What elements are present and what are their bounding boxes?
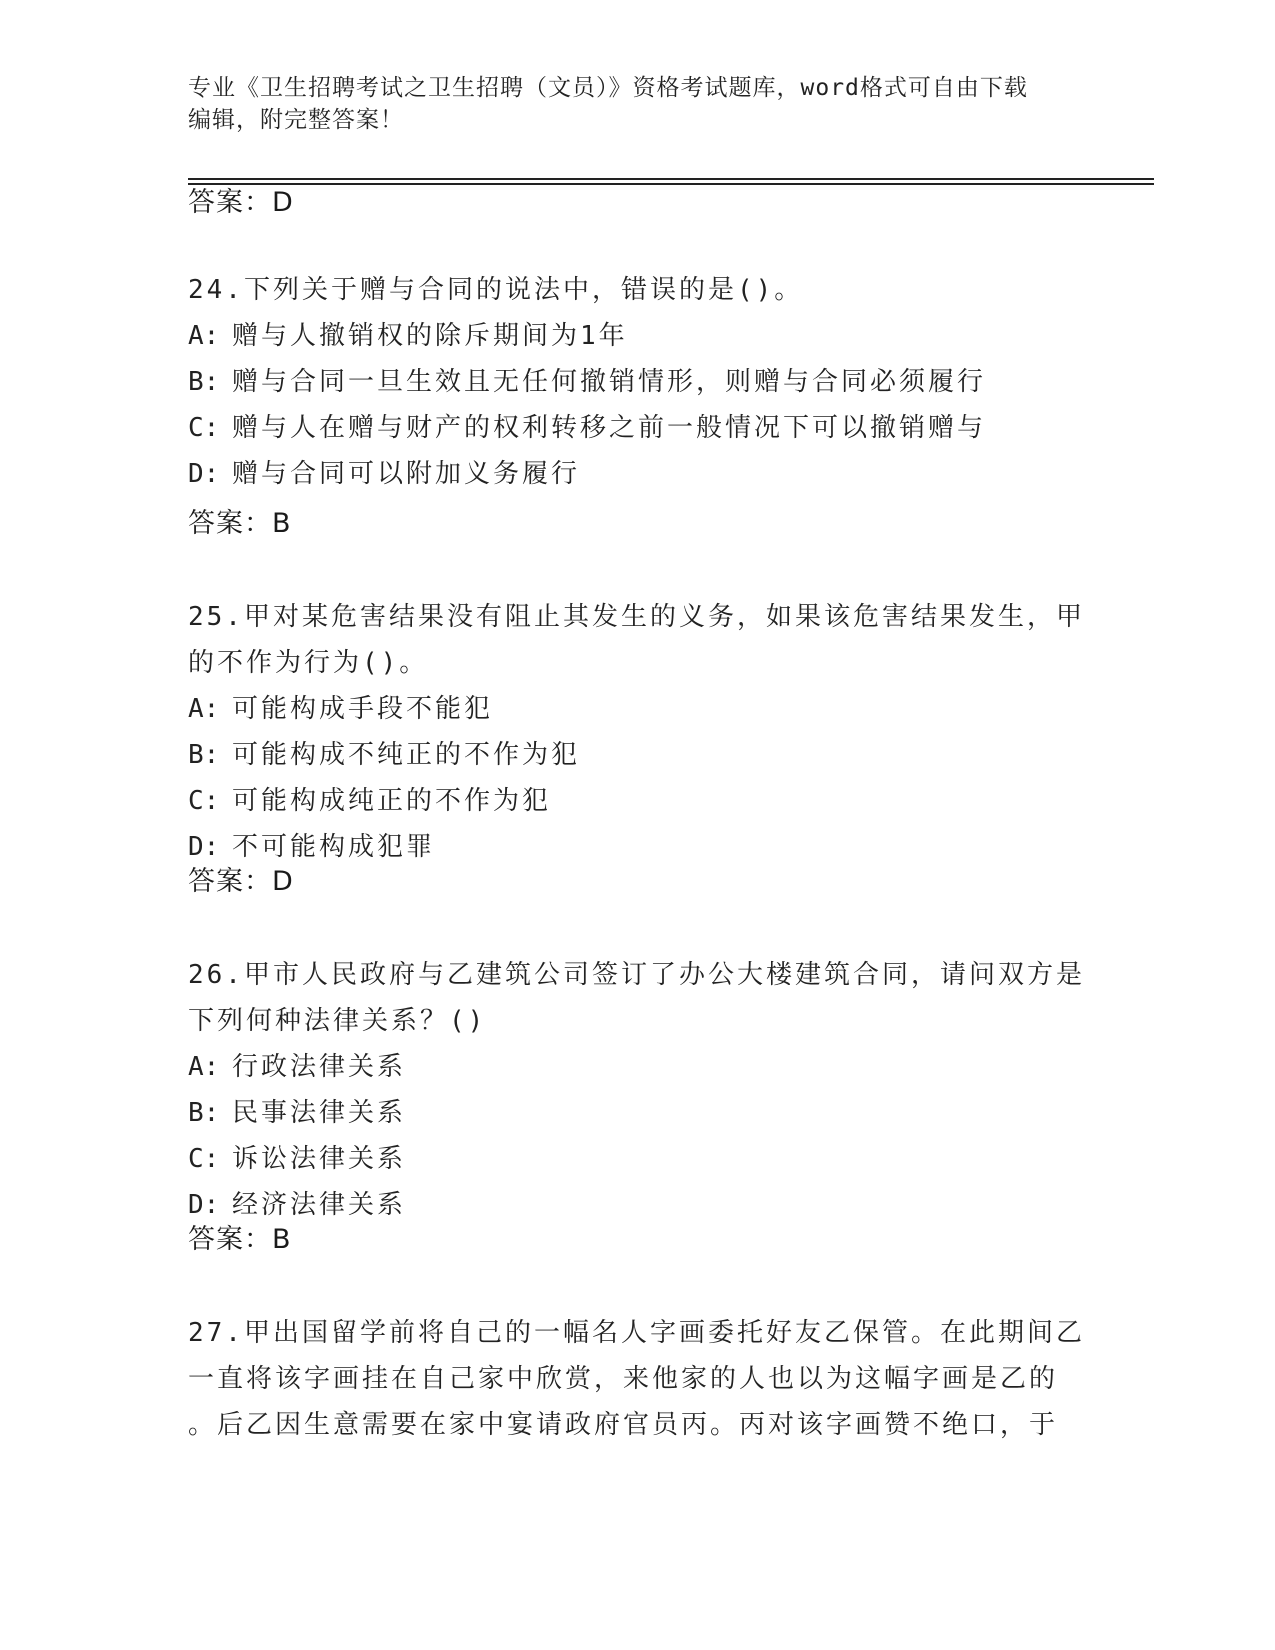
option-text: 诉讼法律关系 (232, 1144, 407, 1174)
option-text: 可能构成手段不能犯 (232, 694, 494, 724)
option-b (188, 1090, 1088, 1136)
question-text: 26.甲市人民政府与乙建筑公司签订了办公大楼建筑合同，请问双方是 (188, 960, 1085, 990)
option-c (188, 778, 1088, 824)
header-line-1: 专业《卫生招聘考试之卫生招聘（文员）》资格考试题库，word格式可自由下载 (188, 75, 1028, 101)
header-line-2: 编辑，附完整答案！ (188, 107, 404, 133)
question-text: 的不作为行为()。 (188, 648, 429, 678)
option-a (188, 686, 1088, 732)
answer-line: 答案：B (188, 1224, 292, 1255)
option-text: 赠与人撤销权的除斥期间为1年 (232, 321, 628, 351)
question-27 (188, 1310, 1088, 1448)
option-text: 民事法律关系 (232, 1098, 407, 1128)
option-text: 可能构成纯正的不作为犯 (232, 786, 552, 816)
option-text: 赠与人在赠与财产的权利转移之前一般情况下可以撤销赠与 (232, 413, 987, 443)
option-text: 行政法律关系 (232, 1052, 407, 1082)
question-text: 一直将该字画挂在自己家中欣赏，来他家的人也以为这幅字画是乙的 (188, 1364, 1059, 1394)
option-a (188, 1044, 1088, 1090)
option-label: A: (188, 694, 220, 724)
option-d (188, 1182, 1088, 1228)
document-header (188, 72, 1068, 136)
question-25 (188, 594, 1088, 870)
question-text: 24.下列关于赠与合同的说法中，错误的是()。 (188, 275, 804, 305)
option-label: A: (188, 1052, 220, 1082)
option-label: A: (188, 321, 220, 351)
question-text: 27.甲出国留学前将自己的一幅名人字画委托好友乙保管。在此期间乙 (188, 1318, 1085, 1348)
option-d (188, 824, 1088, 870)
question-text: 下列何种法律关系？() (188, 1006, 487, 1036)
option-b (188, 732, 1088, 778)
answer-line: 答案：D (188, 866, 294, 897)
question-24 (188, 267, 1088, 497)
option-d (188, 451, 1088, 497)
option-label: D: (188, 832, 220, 862)
option-a (188, 313, 1088, 359)
option-label: B: (188, 740, 220, 770)
question-26 (188, 952, 1088, 1228)
option-b (188, 359, 1088, 405)
option-text: 不可能构成犯罪 (232, 832, 436, 862)
answer-line: 答案：B (188, 508, 292, 539)
header-divider-bottom (188, 183, 1154, 185)
option-text: 赠与合同可以附加义务履行 (232, 459, 581, 489)
header-divider-top (188, 178, 1154, 180)
question-text: 25.甲对某危害结果没有阻止其发生的义务，如果该危害结果发生，甲 (188, 602, 1085, 632)
option-label: D: (188, 1190, 220, 1220)
option-c (188, 1136, 1088, 1182)
option-text: 经济法律关系 (232, 1190, 407, 1220)
option-label: C: (188, 786, 220, 816)
option-label: C: (188, 413, 220, 443)
option-label: B: (188, 367, 220, 397)
option-c (188, 405, 1088, 451)
question-text: 。后乙因生意需要在家中宴请政府官员丙。丙对该字画赞不绝口，于 (188, 1410, 1059, 1440)
option-label: C: (188, 1144, 220, 1174)
option-text: 赠与合同一旦生效且无任何撤销情形，则赠与合同必须履行 (232, 367, 987, 397)
option-text: 可能构成不纯正的不作为犯 (232, 740, 581, 770)
answer-line: 答案：D (188, 187, 294, 218)
option-label: D: (188, 459, 220, 489)
option-label: B: (188, 1098, 220, 1128)
